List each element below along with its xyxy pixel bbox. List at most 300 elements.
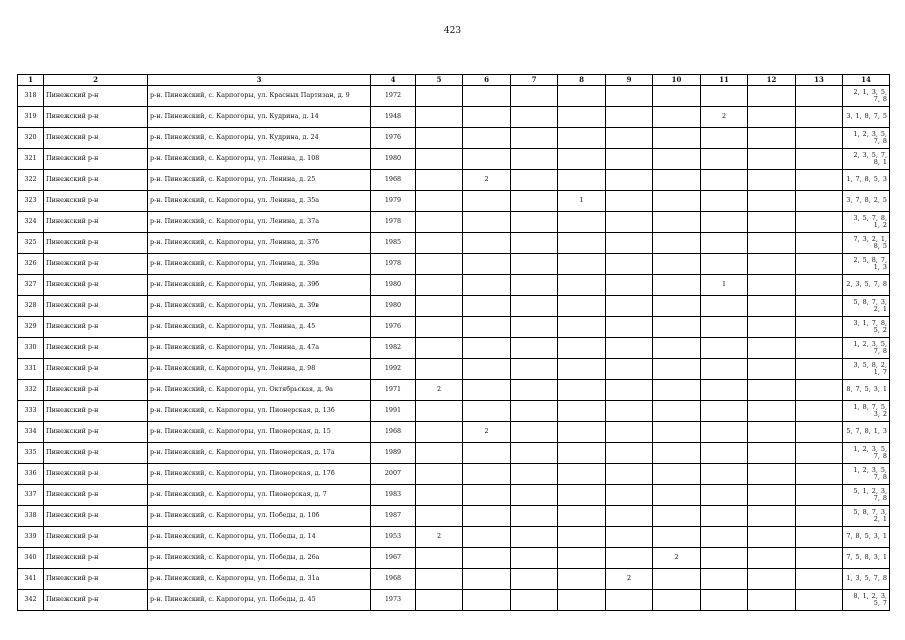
year-cell: 1980	[371, 296, 416, 317]
row-number-cell: 342	[18, 590, 44, 611]
district-cell: Пинежский р-н	[44, 506, 148, 527]
mark-cell	[416, 275, 463, 296]
year-cell: 2007	[371, 464, 416, 485]
mark-cell	[511, 380, 558, 401]
row-number-cell: 339	[18, 527, 44, 548]
mark-cell	[463, 485, 511, 506]
mark-cell	[606, 233, 653, 254]
mark-cell	[653, 506, 701, 527]
address-cell: р-н. Пинежский, с. Карпогоры, ул. Ленина, д. 98	[148, 359, 371, 380]
priority-list-cell: 1, 3, 5, 7, 8	[843, 569, 890, 590]
column-header: 1	[18, 75, 44, 86]
mark-cell	[653, 107, 701, 128]
mark-cell	[748, 128, 796, 149]
mark-cell	[701, 380, 748, 401]
district-cell: Пинежский р-н	[44, 128, 148, 149]
mark-cell	[701, 191, 748, 212]
mark-cell	[558, 359, 606, 380]
mark-cell	[653, 401, 701, 422]
mark-cell	[653, 569, 701, 590]
table-body	[18, 86, 890, 611]
table-row	[18, 464, 890, 485]
mark-cell	[511, 212, 558, 233]
mark-cell	[416, 212, 463, 233]
table-row	[18, 401, 890, 422]
mark-cell	[606, 485, 653, 506]
priority-list-cell: 2, 3, 5, 7, 8	[843, 275, 890, 296]
mark-cell	[748, 548, 796, 569]
mark-cell	[701, 86, 748, 107]
mark-cell	[416, 149, 463, 170]
mark-cell	[511, 359, 558, 380]
address-cell: р-н. Пинежский, с. Карпогоры, ул. Победы, д. 26а	[148, 548, 371, 569]
mark-cell	[701, 338, 748, 359]
district-cell: Пинежский р-н	[44, 149, 148, 170]
row-number-cell: 319	[18, 107, 44, 128]
district-cell: Пинежский р-н	[44, 317, 148, 338]
row-number-cell: 321	[18, 149, 44, 170]
district-cell: Пинежский р-н	[44, 359, 148, 380]
district-cell: Пинежский р-н	[44, 380, 148, 401]
empty-cell	[796, 569, 843, 590]
address-cell: р-н. Пинежский, с. Карпогоры, ул. Красных Партизан, д. 9	[148, 86, 371, 107]
table-row	[18, 317, 890, 338]
address-cell: р-н. Пинежский, с. Карпогоры, ул. Ленина, д. 47а	[148, 338, 371, 359]
mark-cell	[748, 527, 796, 548]
table-row	[18, 212, 890, 233]
priority-list-cell: 3, 1, 7, 8, 5, 2	[843, 317, 890, 338]
mark-cell	[558, 275, 606, 296]
mark-cell	[701, 254, 748, 275]
mark-cell	[653, 233, 701, 254]
mark-cell	[463, 212, 511, 233]
district-cell: Пинежский р-н	[44, 254, 148, 275]
address-cell: р-н. Пинежский, с. Карпогоры, ул. Победы, д. 14	[148, 527, 371, 548]
mark-cell	[558, 590, 606, 611]
mark-cell	[463, 86, 511, 107]
address-cell: р-н. Пинежский, с. Карпогоры, ул. Победы, д. 10б	[148, 506, 371, 527]
address-cell: р-н. Пинежский, с. Карпогоры, ул. Кудрина, д. 14	[148, 107, 371, 128]
empty-cell	[796, 317, 843, 338]
mark-cell	[701, 212, 748, 233]
year-cell: 1983	[371, 485, 416, 506]
mark-cell	[653, 254, 701, 275]
mark-cell	[748, 86, 796, 107]
mark-cell	[558, 317, 606, 338]
mark-cell	[416, 590, 463, 611]
mark-cell	[558, 569, 606, 590]
year-cell: 1985	[371, 233, 416, 254]
mark-cell	[701, 359, 748, 380]
empty-cell	[796, 275, 843, 296]
mark-cell	[653, 317, 701, 338]
mark-cell	[701, 317, 748, 338]
address-cell: р-н. Пинежский, с. Карпогоры, ул. Пионерская, д. 17б	[148, 464, 371, 485]
mark-cell	[748, 338, 796, 359]
row-number-cell: 330	[18, 338, 44, 359]
row-number-cell: 328	[18, 296, 44, 317]
year-cell: 1982	[371, 338, 416, 359]
mark-cell	[511, 191, 558, 212]
empty-cell	[796, 527, 843, 548]
empty-cell	[796, 380, 843, 401]
mark-cell	[463, 443, 511, 464]
district-cell: Пинежский р-н	[44, 485, 148, 506]
table-row	[18, 527, 890, 548]
mark-cell	[416, 338, 463, 359]
mark-cell	[606, 527, 653, 548]
priority-list-cell: 5, 8, 7, 3, 2, 1	[843, 296, 890, 317]
mark-cell	[701, 569, 748, 590]
district-cell: Пинежский р-н	[44, 401, 148, 422]
mark-cell	[558, 86, 606, 107]
mark-cell	[416, 506, 463, 527]
mark-cell	[606, 548, 653, 569]
mark-cell	[701, 149, 748, 170]
mark-cell	[748, 296, 796, 317]
mark-cell	[416, 569, 463, 590]
year-cell: 1967	[371, 548, 416, 569]
mark-cell	[606, 86, 653, 107]
address-cell: р-н. Пинежский, с. Карпогоры, ул. Пионерская, д. 17а	[148, 443, 371, 464]
year-cell: 1976	[371, 317, 416, 338]
mark-cell	[558, 443, 606, 464]
mark-cell	[463, 590, 511, 611]
mark-cell	[416, 107, 463, 128]
mark-cell	[416, 401, 463, 422]
year-cell: 1973	[371, 590, 416, 611]
year-cell: 1987	[371, 506, 416, 527]
mark-cell	[606, 338, 653, 359]
mark-cell	[653, 191, 701, 212]
priority-list-cell: 3, 5, 8, 2, 1, 7	[843, 359, 890, 380]
mark-cell	[416, 254, 463, 275]
mark-cell	[606, 317, 653, 338]
empty-cell	[796, 359, 843, 380]
row-number-cell: 327	[18, 275, 44, 296]
mark-cell	[463, 317, 511, 338]
table-row	[18, 128, 890, 149]
mark-cell	[463, 338, 511, 359]
mark-cell	[701, 548, 748, 569]
mark-cell	[748, 569, 796, 590]
mark-cell: 2	[416, 527, 463, 548]
mark-cell	[558, 149, 606, 170]
mark-cell	[511, 338, 558, 359]
mark-cell	[653, 170, 701, 191]
page-number: 423	[443, 26, 462, 36]
mark-cell	[701, 422, 748, 443]
mark-cell	[558, 548, 606, 569]
priority-list-cell: 2, 1, 3, 5, 7, 8	[843, 86, 890, 107]
district-cell: Пинежский р-н	[44, 233, 148, 254]
mark-cell	[606, 506, 653, 527]
priority-list-cell: 3, 1, 8, 7, 5	[843, 107, 890, 128]
row-number-cell: 332	[18, 380, 44, 401]
mark-cell	[606, 296, 653, 317]
row-number-cell: 335	[18, 443, 44, 464]
table-row	[18, 422, 890, 443]
mark-cell	[606, 254, 653, 275]
mark-cell	[463, 506, 511, 527]
priority-list-cell: 1, 2, 3, 5, 7, 8	[843, 128, 890, 149]
table-row	[18, 443, 890, 464]
table-row	[18, 233, 890, 254]
year-cell: 1991	[371, 401, 416, 422]
district-cell: Пинежский р-н	[44, 86, 148, 107]
priority-list-cell: 1, 2, 3, 5, 7, 8	[843, 464, 890, 485]
priority-list-cell: 5, 8, 7, 3, 2, 1	[843, 506, 890, 527]
mark-cell	[416, 548, 463, 569]
row-number-cell: 340	[18, 548, 44, 569]
mark-cell	[416, 233, 463, 254]
empty-cell	[796, 233, 843, 254]
mark-cell	[558, 338, 606, 359]
empty-cell	[796, 86, 843, 107]
address-cell: р-н. Пинежский, с. Карпогоры, ул. Ленина, д. 45	[148, 317, 371, 338]
mark-cell	[748, 107, 796, 128]
mark-cell	[701, 527, 748, 548]
address-cell: р-н. Пинежский, с. Карпогоры, ул. Ленина, д. 39в	[148, 296, 371, 317]
district-cell: Пинежский р-н	[44, 548, 148, 569]
mark-cell	[558, 506, 606, 527]
address-cell: р-н. Пинежский, с. Карпогоры, ул. Ленина, д. 35а	[148, 191, 371, 212]
priority-list-cell: 2, 5, 8, 7, 1, 3	[843, 254, 890, 275]
mark-cell	[511, 128, 558, 149]
mark-cell	[653, 590, 701, 611]
district-cell: Пинежский р-н	[44, 422, 148, 443]
district-cell: Пинежский р-н	[44, 212, 148, 233]
district-cell: Пинежский р-н	[44, 170, 148, 191]
mark-cell	[416, 191, 463, 212]
mark-cell	[558, 296, 606, 317]
mark-cell	[463, 191, 511, 212]
mark-cell	[511, 86, 558, 107]
row-number-cell: 337	[18, 485, 44, 506]
mark-cell: 2	[463, 170, 511, 191]
mark-cell	[463, 128, 511, 149]
row-number-cell: 325	[18, 233, 44, 254]
district-cell: Пинежский р-н	[44, 107, 148, 128]
district-cell: Пинежский р-н	[44, 443, 148, 464]
mark-cell	[416, 317, 463, 338]
mark-cell	[606, 128, 653, 149]
year-cell: 1992	[371, 359, 416, 380]
mark-cell	[653, 86, 701, 107]
mark-cell	[606, 359, 653, 380]
housing-registry-table	[17, 74, 890, 611]
mark-cell: 2	[416, 380, 463, 401]
mark-cell	[748, 485, 796, 506]
priority-list-cell: 3, 5, 7, 8, 1, 2	[843, 212, 890, 233]
mark-cell	[653, 212, 701, 233]
mark-cell	[653, 338, 701, 359]
address-cell: р-н. Пинежский, с. Карпогоры, ул. Ленина, д. 108	[148, 149, 371, 170]
empty-cell	[796, 401, 843, 422]
priority-list-cell: 3, 7, 8, 2, 5	[843, 191, 890, 212]
empty-cell	[796, 485, 843, 506]
mark-cell	[463, 548, 511, 569]
address-cell: р-н. Пинежский, с. Карпогоры, ул. Пионерская, д. 7	[148, 485, 371, 506]
address-cell: р-н. Пинежский, с. Карпогоры, ул. Пионерская, д. 15	[148, 422, 371, 443]
mark-cell	[463, 401, 511, 422]
mark-cell	[511, 107, 558, 128]
mark-cell	[748, 233, 796, 254]
empty-cell	[796, 254, 843, 275]
priority-list-cell: 5, 1, 2, 3, 7, 8	[843, 485, 890, 506]
mark-cell	[463, 464, 511, 485]
year-cell: 1948	[371, 107, 416, 128]
empty-cell	[796, 548, 843, 569]
mark-cell	[511, 149, 558, 170]
mark-cell	[416, 485, 463, 506]
mark-cell	[416, 422, 463, 443]
year-cell: 1978	[371, 212, 416, 233]
year-cell: 1953	[371, 527, 416, 548]
mark-cell	[463, 149, 511, 170]
mark-cell: 1	[558, 191, 606, 212]
mark-cell	[558, 380, 606, 401]
mark-cell	[511, 317, 558, 338]
mark-cell	[701, 170, 748, 191]
mark-cell	[701, 443, 748, 464]
mark-cell	[748, 317, 796, 338]
mark-cell	[748, 191, 796, 212]
mark-cell	[653, 359, 701, 380]
district-cell: Пинежский р-н	[44, 296, 148, 317]
mark-cell: 1	[701, 275, 748, 296]
table-row	[18, 338, 890, 359]
mark-cell	[463, 527, 511, 548]
column-header: 11	[701, 75, 748, 86]
priority-list-cell: 1, 8, 7, 5, 3, 2	[843, 401, 890, 422]
table-row	[18, 191, 890, 212]
mark-cell: 2	[463, 422, 511, 443]
table-row	[18, 359, 890, 380]
priority-list-cell: 7, 8, 5, 3, 1	[843, 527, 890, 548]
priority-list-cell: 2, 3, 5, 7, 8, 1	[843, 149, 890, 170]
mark-cell	[511, 506, 558, 527]
mark-cell	[748, 170, 796, 191]
row-number-cell: 333	[18, 401, 44, 422]
table-row	[18, 170, 890, 191]
mark-cell	[748, 590, 796, 611]
mark-cell	[463, 107, 511, 128]
table-row	[18, 107, 890, 128]
priority-list-cell: 8, 7, 5, 3, 1	[843, 380, 890, 401]
district-cell: Пинежский р-н	[44, 191, 148, 212]
mark-cell	[701, 128, 748, 149]
column-header: 2	[44, 75, 148, 86]
mark-cell	[653, 485, 701, 506]
mark-cell	[653, 464, 701, 485]
priority-list-cell: 5, 7, 8, 1, 3	[843, 422, 890, 443]
mark-cell	[653, 149, 701, 170]
empty-cell	[796, 170, 843, 191]
year-cell: 1978	[371, 254, 416, 275]
mark-cell	[416, 86, 463, 107]
mark-cell	[511, 233, 558, 254]
address-cell: р-н. Пинежский, с. Карпогоры, ул. Ленина, д. 37а	[148, 212, 371, 233]
mark-cell	[558, 401, 606, 422]
year-cell: 1979	[371, 191, 416, 212]
mark-cell	[511, 401, 558, 422]
column-header: 9	[606, 75, 653, 86]
row-number-cell: 326	[18, 254, 44, 275]
mark-cell	[606, 191, 653, 212]
mark-cell: 2	[606, 569, 653, 590]
mark-cell	[511, 548, 558, 569]
mark-cell	[606, 401, 653, 422]
table-row	[18, 296, 890, 317]
mark-cell	[463, 296, 511, 317]
mark-cell	[701, 401, 748, 422]
table-row	[18, 485, 890, 506]
year-cell: 1976	[371, 128, 416, 149]
column-header: 14	[843, 75, 890, 86]
mark-cell	[748, 359, 796, 380]
mark-cell	[653, 275, 701, 296]
row-number-cell: 341	[18, 569, 44, 590]
year-cell: 1980	[371, 149, 416, 170]
mark-cell	[463, 380, 511, 401]
mark-cell	[653, 296, 701, 317]
mark-cell	[748, 254, 796, 275]
mark-cell	[653, 443, 701, 464]
mark-cell	[606, 443, 653, 464]
empty-cell	[796, 590, 843, 611]
mark-cell	[606, 212, 653, 233]
mark-cell	[511, 443, 558, 464]
address-cell: р-н. Пинежский, с. Карпогоры, ул. Ленина, д. 39а	[148, 254, 371, 275]
mark-cell	[701, 233, 748, 254]
address-cell: р-н. Пинежский, с. Карпогоры, ул. Пионерская, д. 13б	[148, 401, 371, 422]
mark-cell: 2	[653, 548, 701, 569]
column-header: 4	[371, 75, 416, 86]
mark-cell	[511, 170, 558, 191]
priority-list-cell: 1, 2, 3, 5, 7, 8	[843, 338, 890, 359]
mark-cell	[606, 149, 653, 170]
mark-cell	[606, 275, 653, 296]
priority-list-cell: 1, 2, 3, 5, 7, 8	[843, 443, 890, 464]
column-header: 7	[511, 75, 558, 86]
year-cell: 1980	[371, 275, 416, 296]
year-cell: 1968	[371, 569, 416, 590]
mark-cell	[463, 359, 511, 380]
mark-cell	[701, 296, 748, 317]
mark-cell	[701, 464, 748, 485]
mark-cell	[558, 212, 606, 233]
address-cell: р-н. Пинежский, с. Карпогоры, ул. Ленина, д. 39б	[148, 275, 371, 296]
year-cell: 1968	[371, 422, 416, 443]
row-number-cell: 322	[18, 170, 44, 191]
empty-cell	[796, 443, 843, 464]
table-row	[18, 149, 890, 170]
priority-list-cell: 8, 1, 2, 3, 5, 7	[843, 590, 890, 611]
column-header: 13	[796, 75, 843, 86]
mark-cell	[416, 443, 463, 464]
mark-cell	[653, 380, 701, 401]
mark-cell	[558, 254, 606, 275]
mark-cell	[701, 506, 748, 527]
table-row	[18, 275, 890, 296]
column-header: 6	[463, 75, 511, 86]
mark-cell: 2	[701, 107, 748, 128]
mark-cell	[748, 380, 796, 401]
empty-cell	[796, 338, 843, 359]
mark-cell	[606, 464, 653, 485]
mark-cell	[653, 527, 701, 548]
